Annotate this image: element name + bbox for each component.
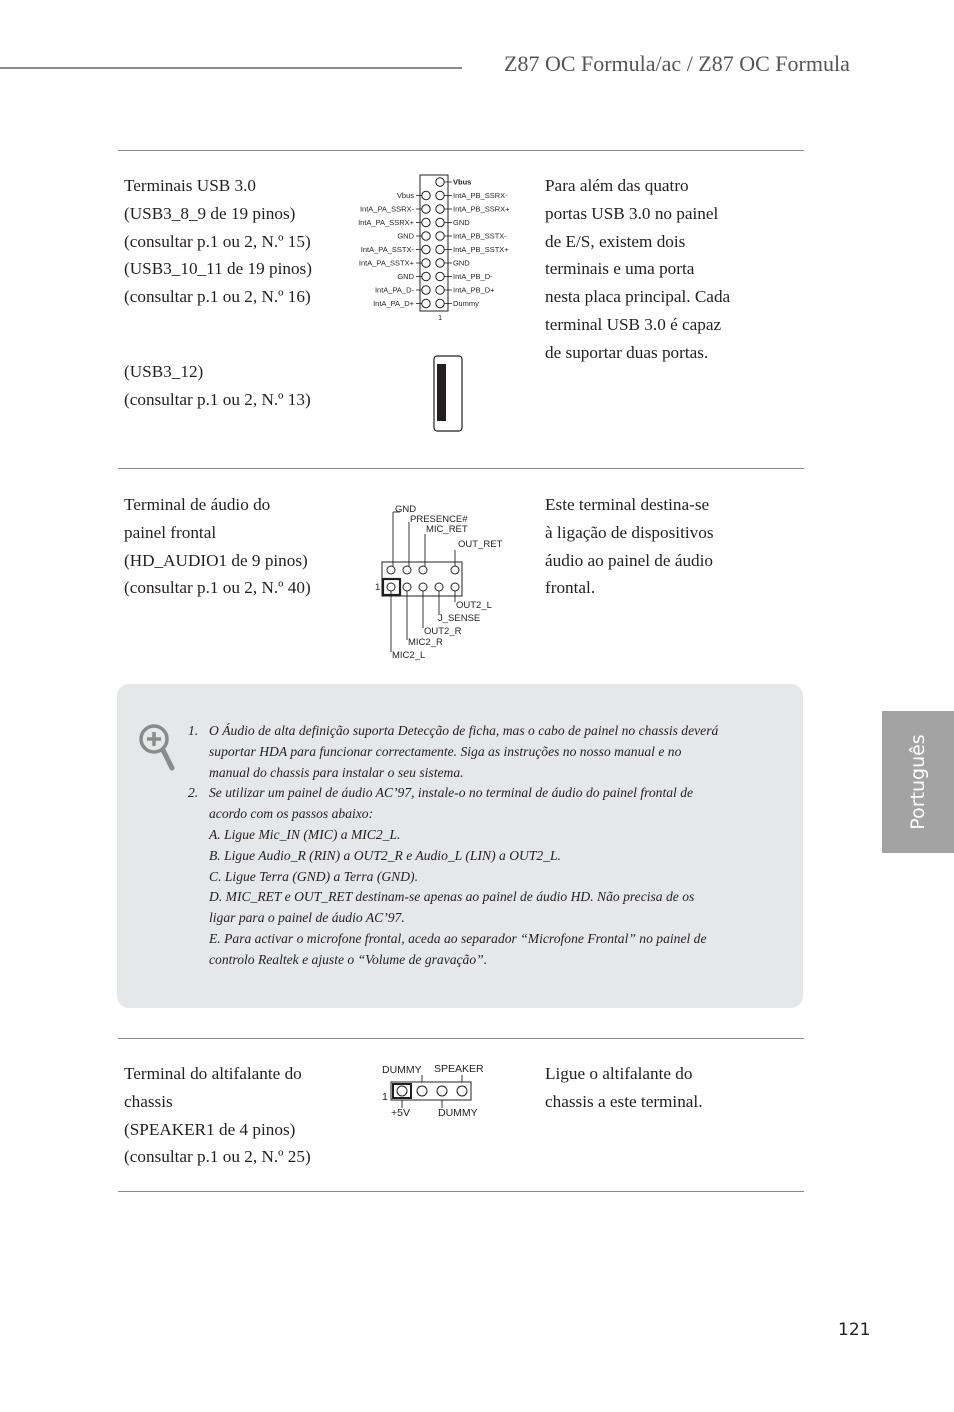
note-line: suportar HDA para funcionar correctamente. Siga as instruções no nosso manual e no	[209, 743, 682, 759]
pin-label-out2-l: OUT2_L	[456, 600, 492, 611]
pin-label-mic-ret: MIC_RET	[426, 524, 468, 535]
pin-label: IntA_PA_D-	[374, 285, 414, 295]
pin-label: GND	[397, 231, 414, 241]
note-line: A. Ligue Mic_IN (MIC) a MIC2_L.	[209, 826, 401, 842]
section-divider	[118, 1191, 804, 1192]
pin-label-5v: +5V	[391, 1107, 410, 1119]
usb-explanation	[545, 172, 730, 367]
pin-label: Dummy	[453, 299, 479, 308]
pin-grid	[397, 1086, 467, 1096]
text-line: (USB3_10_11 de 19 pinos)	[124, 259, 312, 279]
pin-label: Vbus	[453, 177, 472, 187]
language-tab	[882, 711, 954, 853]
usb3-12-description	[124, 358, 311, 414]
page-title: Z87 OC Formula/ac / Z87 OC Formula	[504, 51, 850, 76]
magnifier-note-icon	[138, 722, 178, 772]
pin-one-marker: 1	[438, 313, 443, 322]
note-item	[188, 721, 758, 783]
pin-label: IntA_PA_SSRX-	[359, 204, 414, 214]
note-number: 1.	[188, 723, 199, 738]
speaker-header-diagram	[375, 1058, 505, 1123]
usb-port-icon	[430, 354, 466, 434]
pin-label: IntA_PB_SSTX+	[453, 245, 509, 254]
pin-one-marker: 1	[382, 1091, 388, 1103]
text-line: (consultar p.1 ou 2, N.º 16)	[124, 287, 311, 307]
note-line: E. Para activar o microfone frontal, aceda ao separador “Microfone Frontal” no painel de	[209, 930, 707, 946]
pin-label-out-ret: OUT_RET	[458, 539, 503, 550]
hd-audio-header-diagram	[370, 500, 510, 665]
pin-label: IntA_PA_SSTX-	[360, 245, 414, 254]
page-number: 121	[838, 1320, 871, 1340]
pin-label: IntA_PB_D-	[453, 272, 493, 281]
audio-explanation	[545, 491, 714, 602]
pin-label: GND	[453, 218, 470, 227]
text-line: frontal.	[545, 578, 596, 598]
text-line: de suportar duas portas.	[545, 342, 709, 362]
text-line: (SPEAKER1 de 4 pinos)	[124, 1119, 296, 1139]
pin-label-mic2-l: MIC2_L	[392, 650, 426, 661]
text-line: Este terminal destina-se	[545, 495, 710, 514]
note-line: controlo Realtek e ajuste o “Volume de gravação”.	[209, 951, 488, 967]
pin-label-out2-r: OUT2_R	[424, 626, 462, 637]
notes-list	[188, 721, 758, 971]
text-line: áudio ao painel de áudio	[545, 550, 713, 570]
speaker-description	[124, 1060, 311, 1171]
section-divider	[118, 150, 804, 151]
text-line: chassis a este terminal.	[545, 1091, 703, 1111]
usb-description	[124, 172, 312, 311]
text-line: portas USB 3.0 no painel	[545, 203, 719, 223]
note-line: O Áudio de alta definição suporta Detecção de ficha, mas o cabo de painel no chassis deverá	[209, 723, 719, 738]
text-line: chassis	[124, 1091, 173, 1111]
note-line: acordo com os passos abaixo:	[209, 806, 374, 822]
note-line: D. MIC_RET e OUT_RET destinam-se apenas ao painel de áudio HD. Não precisa de os	[209, 889, 695, 905]
text-line: (USB3_12)	[124, 362, 204, 381]
pin-label: IntA_PA_SSTX+	[358, 258, 414, 268]
pin-label: IntA_PB_SSRX-	[453, 191, 508, 200]
pin-label: Vbus	[396, 191, 414, 200]
pin-label: IntA_PB_D+	[453, 285, 495, 295]
audio-description	[124, 491, 311, 602]
speaker-explanation	[545, 1060, 703, 1116]
text-line: painel frontal	[124, 522, 217, 542]
text-line: Para além das quatro	[545, 176, 689, 195]
text-line: terminal USB 3.0 é capaz	[545, 314, 722, 334]
text-line: (consultar p.1 ou 2, N.º 13)	[124, 389, 311, 409]
text-line: (USB3_8_9 de 19 pinos)	[124, 203, 296, 223]
pin-label: IntA_PB_SSTX-	[453, 231, 507, 241]
note-line: Se utilizar um painel de áudio AC’97, instale-o no terminal de áudio do painel frontal de	[209, 785, 694, 801]
pin-label-dummy: DUMMY	[438, 1107, 478, 1119]
pin-label-dummy: DUMMY	[382, 1064, 422, 1076]
text-line: (HD_AUDIO1 de 9 pinos)	[124, 550, 308, 570]
pin-grid	[422, 178, 444, 308]
pin-label: IntA_PA_SSRX+	[358, 218, 414, 227]
pin-one-marker: 1	[375, 582, 381, 593]
pin-label: IntA_PA_D+	[373, 299, 414, 308]
text-line: terminais e uma porta	[545, 259, 695, 279]
pin-label-speaker: SPEAKER	[434, 1063, 484, 1075]
pin-label-j-sense: J_SENSE	[438, 613, 481, 624]
pin-label: GND	[397, 272, 414, 281]
text-line: Terminal de áudio do	[124, 495, 271, 514]
section-divider	[118, 1038, 804, 1039]
usb3-header-diagram	[340, 170, 540, 325]
text-line: nesta placa principal. Cada	[545, 287, 731, 307]
language-tab-label: Português	[907, 734, 929, 830]
pin-leader-lines	[416, 182, 452, 304]
note-line: C. Ligue Terra (GND) a Terra (GND).	[209, 868, 418, 884]
note-number: 2.	[188, 785, 199, 801]
text-line: (consultar p.1 ou 2, N.º 40)	[124, 578, 311, 598]
note-item	[188, 783, 758, 970]
note-line: B. Ligue Audio_R (RIN) a OUT2_R e Audio_L (LIN) a OUT2_L.	[209, 847, 561, 863]
pin-label: IntA_PB_SSRX+	[453, 204, 510, 214]
pin-label-presence: PRESENCE#	[410, 514, 468, 525]
note-line: ligar para o painel de áudio AC’97.	[209, 910, 405, 926]
text-line: Ligue o altifalante do	[545, 1064, 693, 1083]
note-line: manual do chassis para instalar o seu sistema.	[209, 764, 464, 780]
section-divider	[118, 468, 804, 469]
text-line: (consultar p.1 ou 2, N.º 25)	[124, 1147, 311, 1167]
text-line: Terminais USB 3.0	[124, 176, 256, 195]
pin-label-mic2-r: MIC2_R	[408, 637, 443, 648]
pin-label: GND	[453, 258, 470, 268]
text-line: Terminal do altifalante do	[124, 1064, 302, 1083]
text-line: de E/S, existem dois	[545, 231, 686, 251]
text-line: (consultar p.1 ou 2, N.º 15)	[124, 231, 311, 251]
header-rule	[0, 67, 462, 69]
text-line: à ligação de dispositivos	[545, 522, 714, 542]
pin-label-gnd: GND	[395, 504, 417, 515]
